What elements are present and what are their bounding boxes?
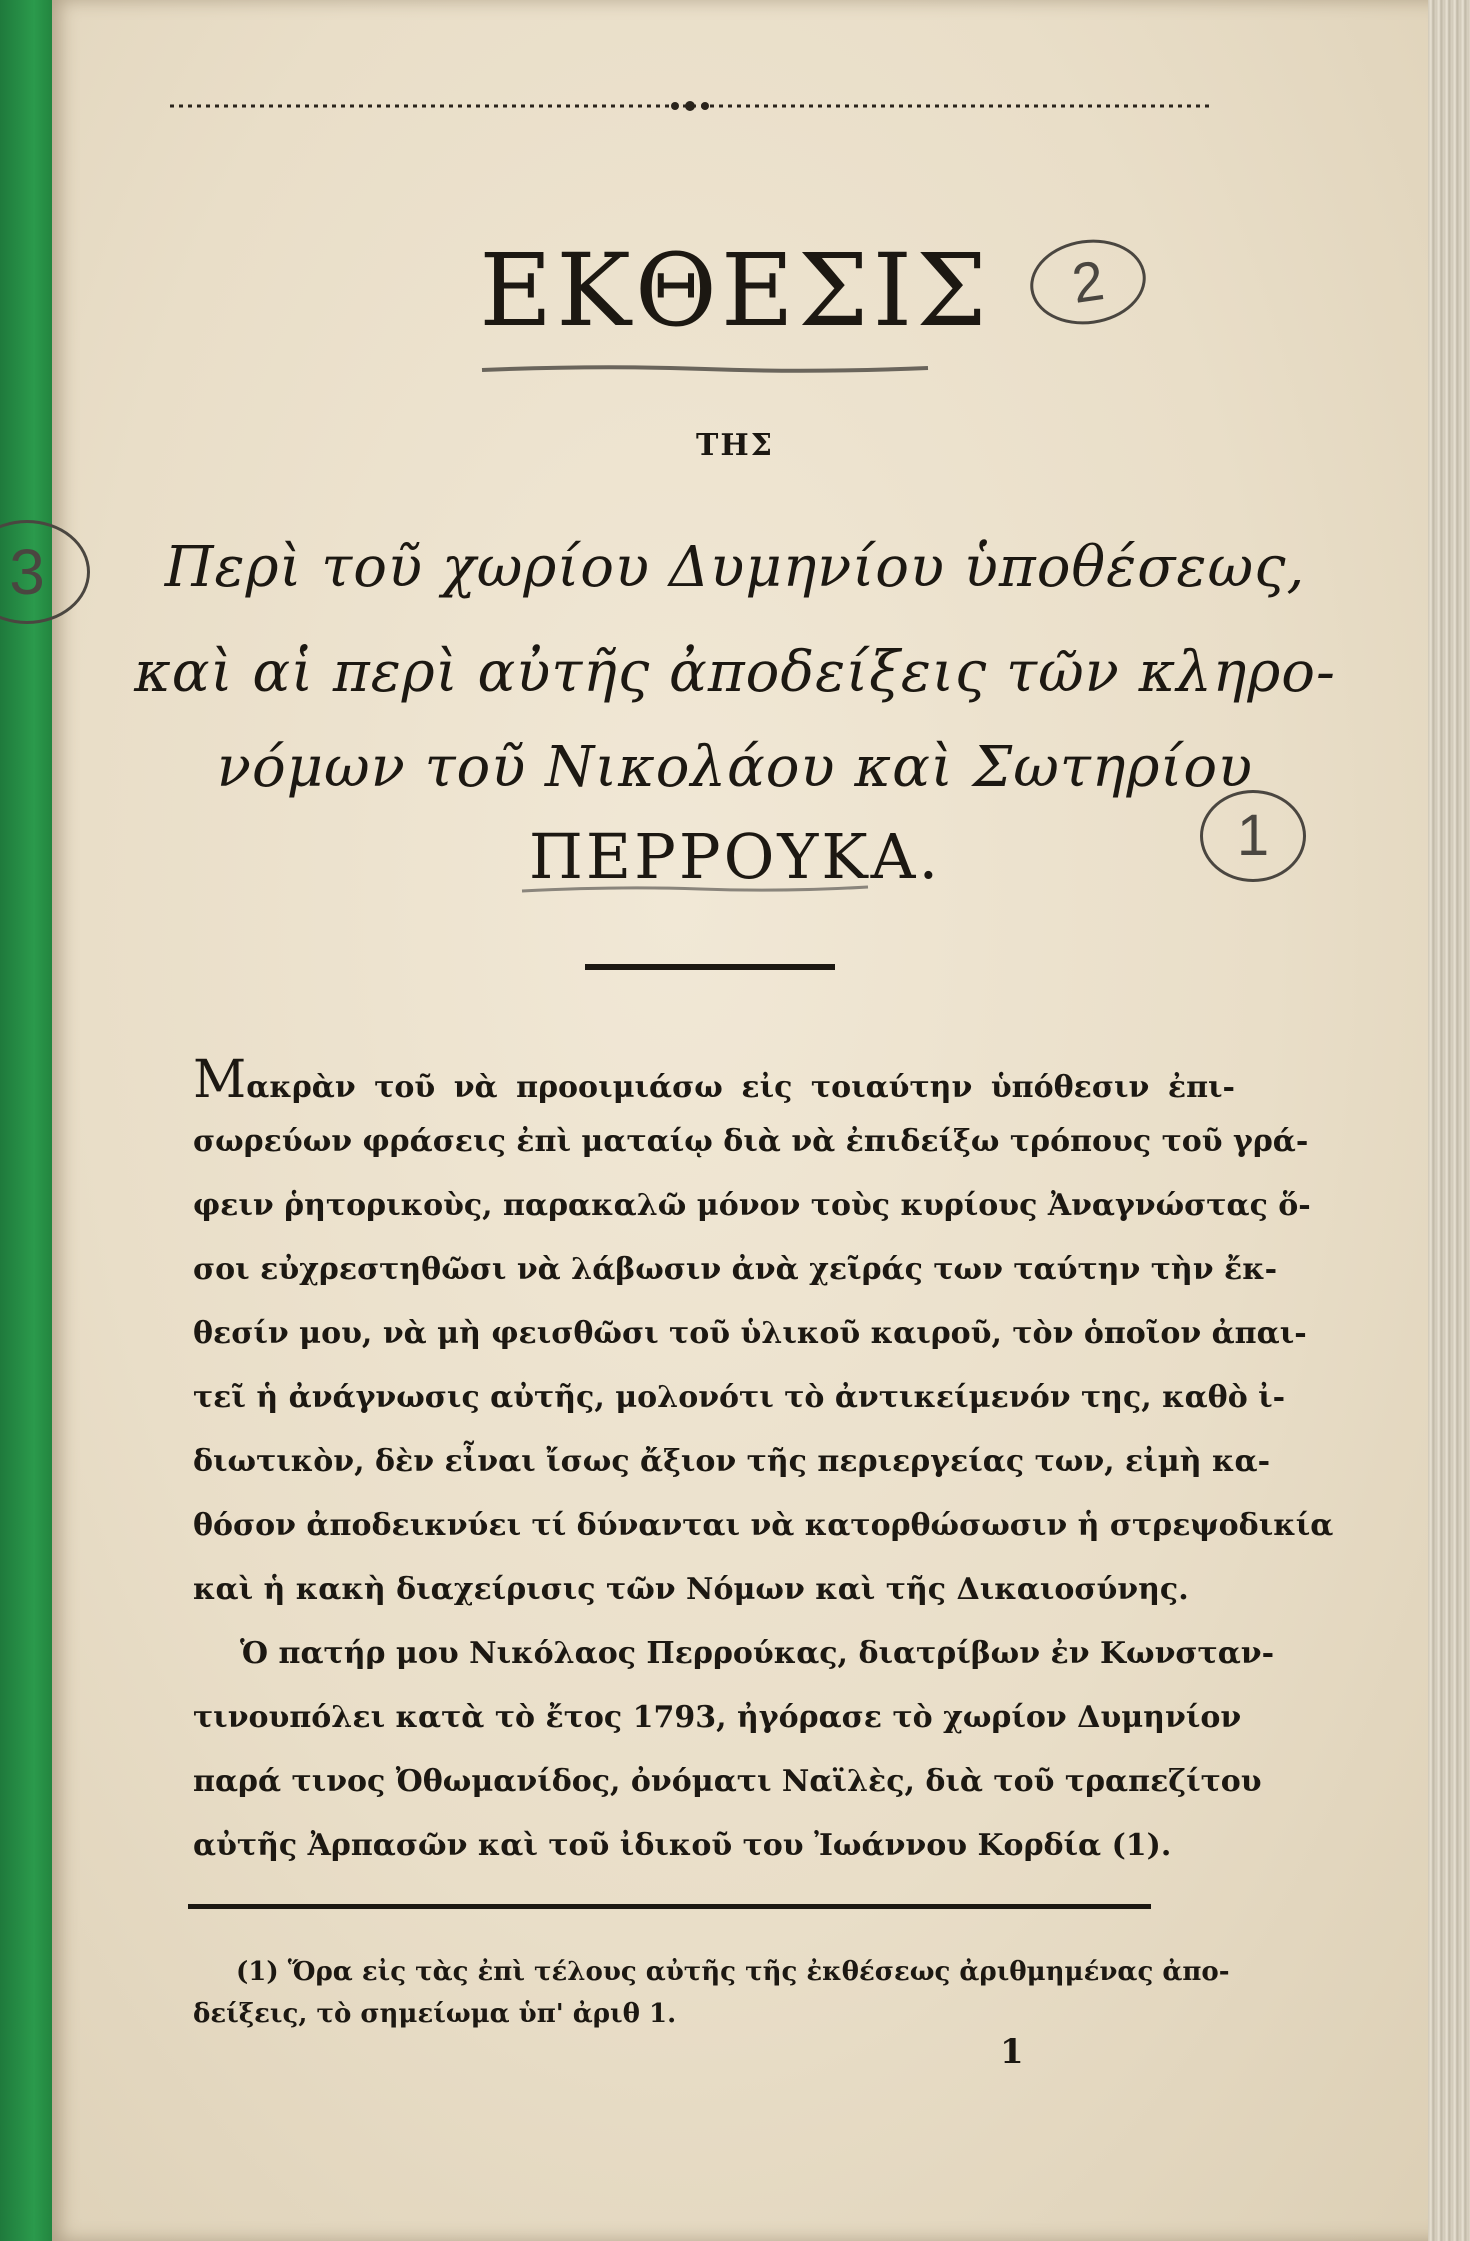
body-text-line: διωτικὸν, δὲν εἶναι ἴσως ἄξιον τῆς περιεργείας των, εἰμὴ κα- <box>193 1444 1271 1479</box>
body-text-line: θόσον ἀποδεικνύει τί δύνανται νὰ κατορθώσωσιν ἡ στρεψοδικία <box>193 1508 1334 1543</box>
body-text-line: καὶ ἡ κακὴ διαχείρισις τῶν Νόμων καὶ τῆς Δικαιοσύνης. <box>193 1572 1189 1607</box>
pencil-underline <box>520 882 870 896</box>
body-text-line: Ὁ πατήρ μου Νικόλαος Περρούκας, διατρίβων ἐν Κωνσταν- <box>240 1636 1275 1671</box>
section-divider <box>585 964 835 970</box>
body-text-line: σωρεύων φράσεις ἐπὶ ματαίῳ διὰ νὰ ἐπιδείξω τρόπους τοῦ γρά- <box>193 1124 1309 1159</box>
drop-cap: Μ <box>193 1050 247 1110</box>
body-text-line: θεσίν μου, νὰ μὴ φεισθῶσι τοῦ ὑλικοῦ καιροῦ, τὸν ὁποῖον ἀπαι- <box>193 1316 1307 1351</box>
body-text-line: παρά τινος Ὀθωμανίδος, ὀνόματι Ναϊλὲς, διὰ τοῦ τραπεζίτου <box>193 1764 1262 1799</box>
footnote-line: (1) Ὅρα εἰς τὰς ἐπὶ τέλους αὐτῆς τῆς ἐκθέσεως ἀριθμημένας ἀπο- <box>236 1957 1230 1987</box>
footnote-line: δείξεις, τὸ σημείωμα ὑπ' ἀριθ 1. <box>193 1999 677 2029</box>
ornamental-rule <box>170 100 1210 112</box>
subtitle-article: ΤΗΣ <box>696 428 774 463</box>
body-text-line: Μακρὰν τοῦ νὰ προοιμιάσω εἰς τοιαύτην ὑπόθεσιν ἐπι- <box>193 1050 1235 1110</box>
footnote-divider <box>188 1904 1151 1909</box>
heading-surname: ΠΕΡΡΟΥΚΑ. <box>528 820 942 893</box>
page-number: 1 <box>1000 2032 1024 2072</box>
body-text-line: αὐτῆς Ἀρπασῶν καὶ τοῦ ἰδικοῦ του Ἰωάννου Κορδία (1). <box>193 1828 1172 1863</box>
body-text-line: τινουπόλει κατὰ τὸ ἔτος 1793, ἠγόρασε τὸ χωρίον Δυμηνίον <box>193 1700 1242 1735</box>
body-text-line: σοι εὐχρεστηθῶσι νὰ λάβωσιν ἀνὰ χεῖράς των ταύτην τὴν ἔκ- <box>193 1252 1278 1287</box>
heading-line: νόμων τοῦ Νικολάου καὶ Σωτηρίου <box>216 735 1254 800</box>
handwritten-circled-number: 3 <box>0 520 90 624</box>
handwritten-circled-number: 2 <box>1025 232 1152 331</box>
document-title: ΕΚΘΕΣΙΣ <box>479 232 991 349</box>
pencil-underline <box>480 362 930 376</box>
body-text-line: φειν ῥητορικοὺς, παρακαλῶ μόνον τοὺς κυρίους Ἀναγνώστας ὅ- <box>193 1188 1311 1223</box>
heading-line: καὶ αἱ περὶ αὐτῆς ἀποδείξεις τῶν κληρο- <box>134 640 1336 705</box>
heading-line: Περὶ τοῦ χωρίου Δυμηνίου ὑποθέσεως, <box>164 535 1306 600</box>
handwritten-circled-number: 1 <box>1200 790 1306 882</box>
body-text-line: τεῖ ἡ ἀνάγνωσις αὐτῆς, μολονότι τὸ ἀντικείμενόν της, καθὸ ἰ- <box>193 1380 1286 1415</box>
